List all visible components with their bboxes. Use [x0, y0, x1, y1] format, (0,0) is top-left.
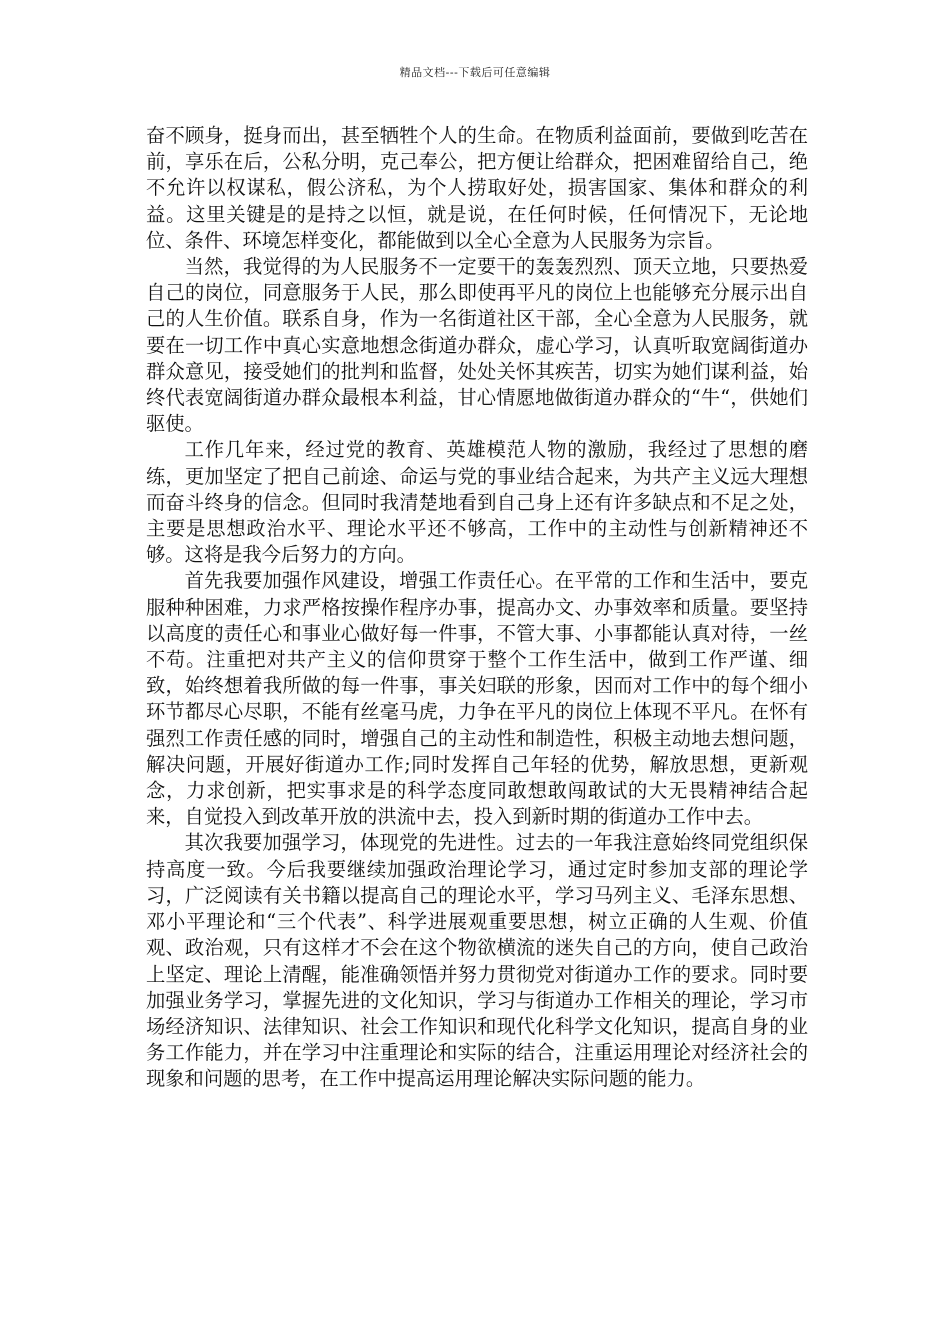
paragraph: 其次我要加强学习，体现党的先进性。过去的一年我注意始终同党组织保持高度一致。今后我要继续加强政治理论学习，通过定时参加支部的理论学习，广泛阅读有关书籍以提高自己的理论水平，学习马列主义、毛泽东思想、邓小平理论和“三个代表”、科学进展观重要思想，树立正确的人生观、价值观、政治观，只有这样才不会在这个物欲横流的迷失自己的方向，使自己政治上坚定、理论上清醒，能准确领悟并努力贯彻党对街道办工作的要求。同时要加强业务学习，掌握先进的文化知识，学习与街道办工作相关的理论，学习市场经济知识、法律知识、社会工作知识和现代化科学文化知识，提高自身的业务工作能力，并在学习中注重理论和实际的结合，注重运用理论对经济社会的现象和问题的思考，在工作中提高运用理论解决实际问题的能力。: [146, 831, 808, 1091]
page-header: 精品文档---下载后可任意编辑: [399, 66, 551, 79]
paragraph-continuation: 奋不顾身，挺身而出，甚至牺牲个人的生命。在物质利益面前，要做到吃苦在前，享乐在后，公私分明，克己奉公，把方便让给群众，把困难留给自己，绝不允许以权谋私，假公济私，为个人捞取好处，损害国家、集体和群众的利益。这里关键是的是持之以恒，就是说，在任何时候，任何情况下，无论地位、条件、环境怎样变化，都能做到以全心全意为人民服务为宗旨。: [146, 124, 808, 252]
paragraph: 工作几年来，经过党的教育、英雄模范人物的激励，我经过了思想的磨练，更加坚定了把自己前途、命运与党的事业结合起来，为共产主义远大理想而奋斗终身的信念。但同时我清楚地看到自己身上还有许多缺点和不足之处，主要是思想政治水平、理论水平还不够高，工作中的主动性与创新精神还不够。这将是我今后努力的方向。: [146, 438, 808, 567]
paragraph: 当然，我觉得的为人民服务不一定要干的轰轰烈烈、顶天立地，只要热爱自己的岗位，同意服务于人民，那么即使再平凡的岗位上也能够充分展示出自己的人生价值。联系自身，作为一名街道社区干部，全心全意为人民服务，就要在一切工作中真心实意地想念街道办群众，虚心学习，认真听取宽阔街道办群众意见，接受她们的批判和监督，处处关怀其疾苦，切实为她们谋利益，始终代表宽阔街道办群众最根本利益，甘心情愿地做街道办群众的“牛“，供她们驱使。: [146, 255, 808, 436]
paragraph: 首先我要加强作风建设，增强工作责任心。在平常的工作和生活中，要克服种种困难，力求严格按操作程序办事，提高办文、办事效率和质量。要坚持以高度的责任心和事业心做好每一件事，不管大事、小事都能认真对待，一丝不苟。注重把对共产主义的信仰贯穿于整个工作生活中，做到工作严谨、细致，始终想着我所做的每一件事，事关妇联的形象，因而对工作中的每个细小环节都尽心尽职，不能有丝毫马虎，力争在平凡的岗位上体现不平凡。在怀有强烈工作责任感的同时，增强自己的主动性和制造性，积极主动地去想问题，解决问题，开展好街道办工作;同时发挥自己年轻的优势，解放思想，更新观念，力求创新，把实事求是的科学态度同敢想敢闯敢试的大无畏精神结合起来，自觉投入到改革开放的洪流中去，投入到新时期的街道办工作中去。: [146, 569, 808, 829]
document-body: [146, 123, 808, 1093]
